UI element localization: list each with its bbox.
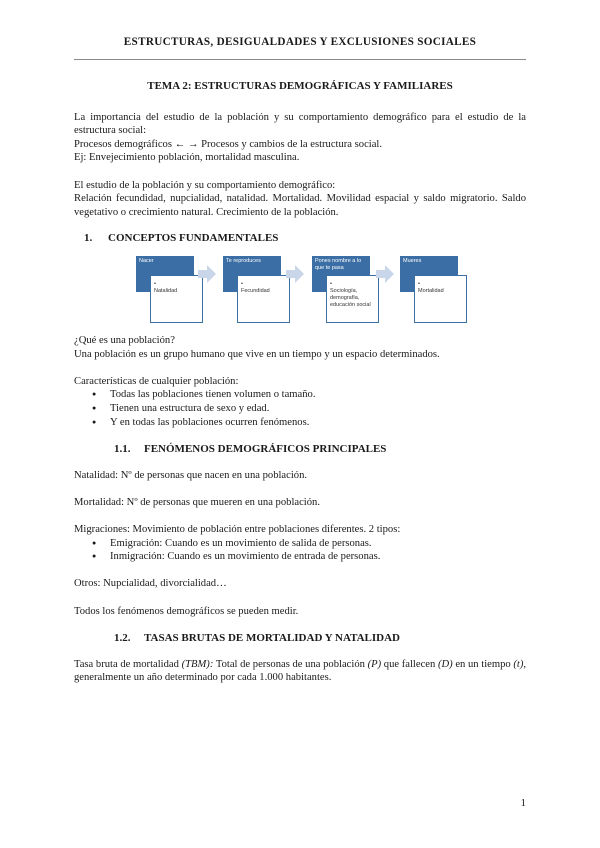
running-header: ESTRUCTURAS, DESIGUALDADES Y EXCLUSIONES SOCIALES — [123, 36, 477, 48]
diagram-step-label: Nacer — [136, 256, 194, 292]
medicion-note: Todos los fenómenos demográficos se pueden medir. — [74, 605, 299, 617]
mortalidad-definition: Mortalidad: Nº de personas que mueren en una población. — [74, 496, 320, 508]
section-title: TASAS BRUTAS DE MORTALIDAD Y NATALIDAD — [144, 632, 401, 645]
life-cycle-diagram — [74, 256, 526, 322]
section-heading-1-1 — [74, 443, 526, 457]
list-item: ● Y en todas las poblaciones ocurren fenómenos. — [110, 416, 526, 430]
arrow-right-icon — [376, 265, 394, 283]
page-number: 1 — [520, 797, 526, 809]
otros-fenomenos: Otros: Nupcialidad, divorcialidad… — [74, 578, 227, 590]
diagram-step-detail: • Mortalidad — [414, 275, 467, 323]
migraciones-definition: Migraciones: Movimiento de población entre poblaciones diferentes. 2 tipos: — [74, 524, 401, 536]
list-item: ● Todas las poblaciones tienen volumen o tamaño. — [110, 388, 526, 402]
arrow-right-icon — [286, 265, 304, 283]
section-title: FENÓMENOS DEMOGRÁFICOS PRINCIPALES — [144, 443, 387, 456]
intro-paragraph-1: La importancia del estudio de la población y su comportamiento demográfico para el estudio de la estructura social: — [74, 111, 526, 137]
section-heading-1 — [74, 232, 526, 246]
list-item: ● Emigración: Cuando es un movimiento de salida de personas. — [110, 537, 526, 551]
diagram-step-label: Te reproduces — [223, 256, 281, 292]
intro-paragraph-2: Procesos demográficos ← → Procesos y cambios de la estructura social. — [74, 138, 383, 150]
diagram-step-label: Pones nombre a lo que te pasa — [312, 256, 370, 292]
section-number: 1.1. — [114, 443, 131, 456]
diagram-step-detail: • Fecundidad — [237, 275, 290, 323]
tbm-definition: Tasa bruta de mortalidad (TBM): Total de personas de una población (P) que fallecen (D) en un tiempo (t), generalmente un año determinado por cada 1.000 habitantes. — [74, 658, 527, 684]
section-number: 1. — [84, 232, 93, 245]
intro-paragraph-4: El estudio de la población y su comportamiento demográfico: — [74, 179, 336, 191]
list-item: ● Inmigración: Cuando es un movimiento de entrada de personas. — [110, 550, 526, 564]
list-item: ● Tienen una estructura de sexo y edad. — [110, 402, 526, 416]
diagram-step-detail: • Natalidad — [150, 275, 203, 323]
population-question: ¿Qué es una población? — [74, 334, 175, 346]
section-heading-1-2 — [74, 632, 526, 646]
characteristics-list — [74, 388, 526, 429]
topic-title: TEMA 2: ESTRUCTURAS DEMOGRÁFICAS Y FAMILIARES — [147, 80, 453, 92]
population-definition: Una población es un grupo humano que vive en un tiempo y un espacio determinados. — [74, 348, 440, 360]
diagram-step-detail: • Sociología, demografía, educación social — [326, 275, 379, 323]
section-number: 1.2. — [114, 632, 131, 645]
arrow-right-icon — [198, 265, 216, 283]
header-divider — [74, 59, 526, 60]
natalidad-definition: Natalidad: Nº de personas que nacen en una población. — [74, 469, 308, 481]
intro-paragraph-5: Relación fecundidad, nupcialidad, natalidad. Mortalidad. Movilidad espacial y saldo migratorio. Saldo vegetativo o crecimiento natural. Crecimiento de la población. — [74, 193, 526, 218]
page-content — [74, 80, 526, 685]
characteristics-intro: Características de cualquier población: — [74, 375, 239, 387]
migration-types-list — [74, 537, 526, 564]
section-title: CONCEPTOS FUNDAMENTALES — [108, 232, 279, 245]
intro-paragraph-3: Ej: Envejecimiento población, mortalidad masculina. — [74, 152, 300, 164]
diagram-step-label: Mueres — [400, 256, 458, 292]
